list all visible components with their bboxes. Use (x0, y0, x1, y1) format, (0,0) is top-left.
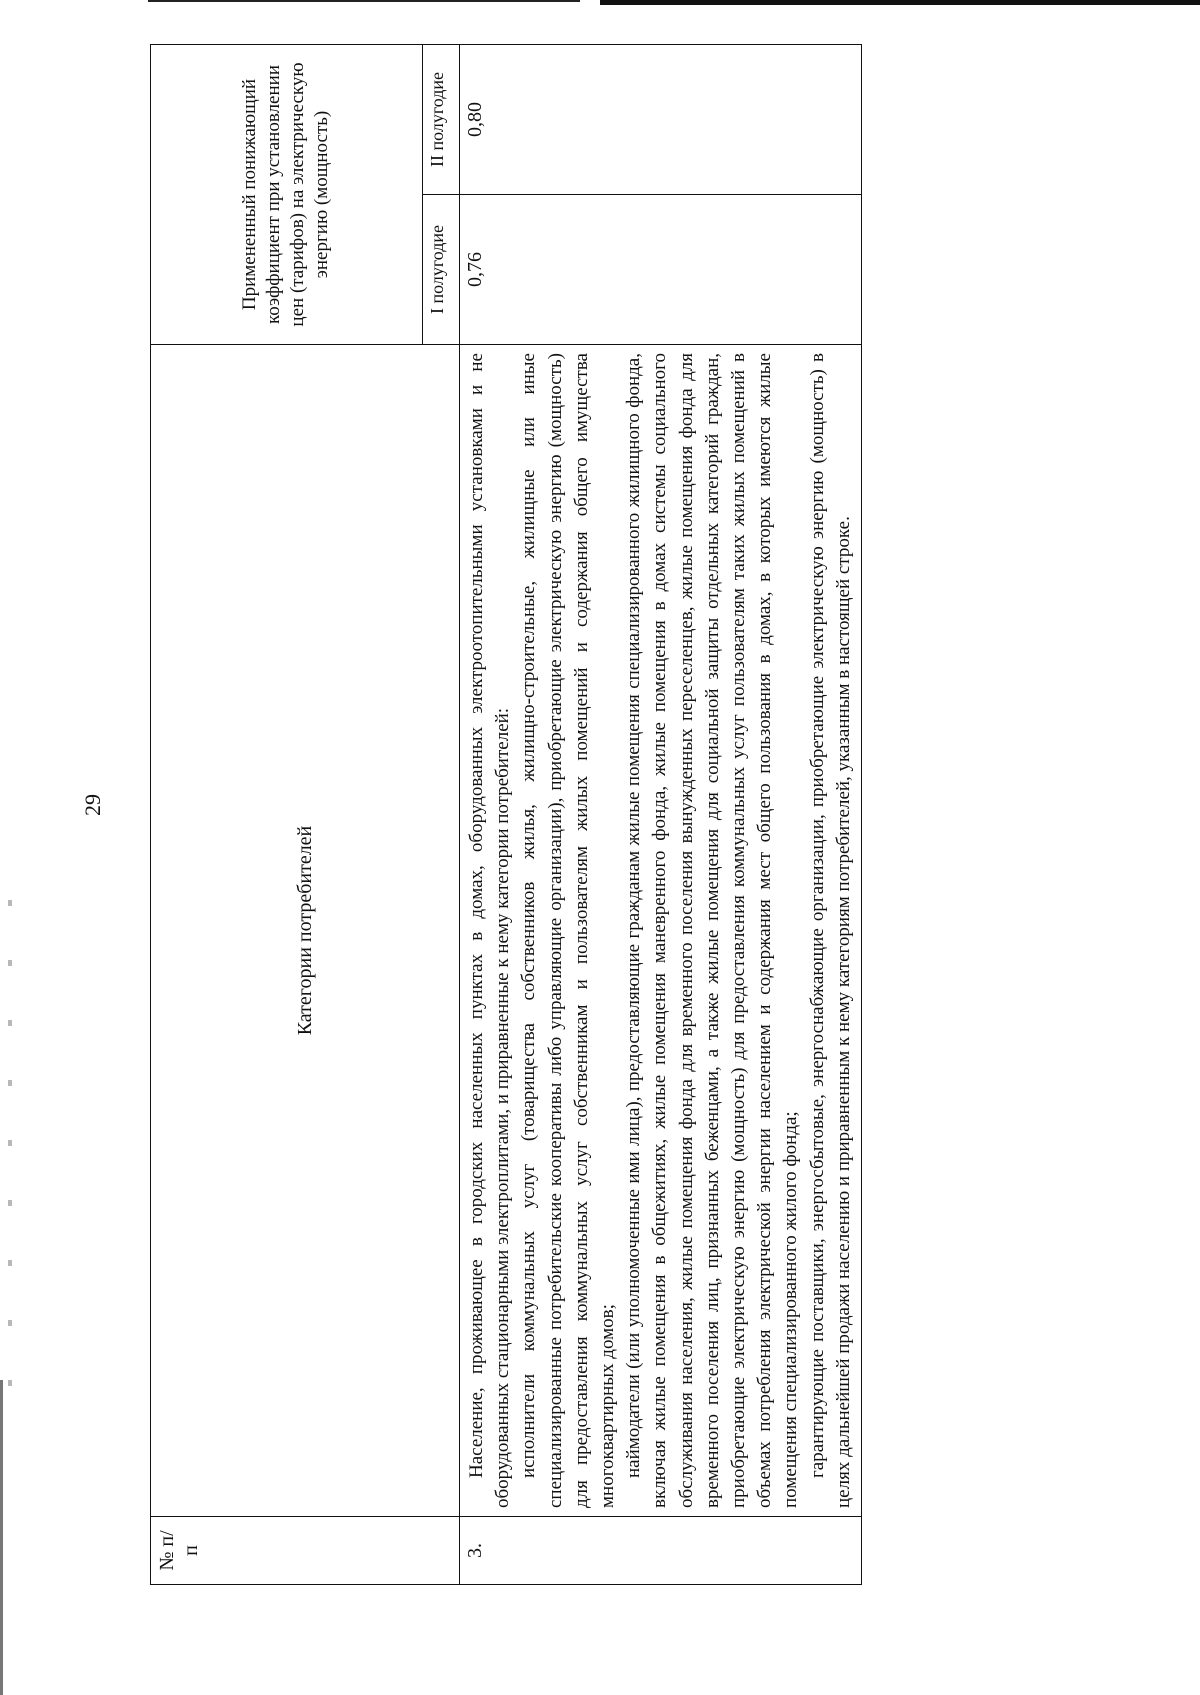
header-half-1: I полугодие (422, 195, 459, 345)
row-paragraph: исполнители коммунальных услуг (товарищества собственников жилья, жилищно-строительные, жилищные или иные специализированные потребительские кооперативы либо управляющие организации), приобретающие электрическую энергию (мощность) для предоставления коммунальных услуг собственникам и пользователям жилых помещений и содержания общего имущества многоквартирных домов; (518, 353, 619, 1508)
header-number: № п/п (151, 1517, 460, 1585)
header-coefficient: Примененный понижающий коэффициент при установлении цен (тарифов) на электрическую энергию (мощность) (151, 45, 423, 345)
consumer-categories-table (150, 44, 862, 1585)
row-category-text (460, 345, 862, 1517)
scan-marks (8, 900, 12, 1400)
row-value-half-2: 0,80 (460, 45, 862, 195)
table-header-row (151, 45, 423, 1585)
row-paragraph: наймодатели (или уполномоченные ими лица), предоставляющие гражданам жилые помещения специализированного жилищного фонда, включая жилые помещения в общежитиях, жилые помещения маневренного фонда, жилые помещения в домах системы социального обслуживания населения, жилые помещения фонда для временного поселения вынужденных переселенцев, жилые помещения фонда для временного поселения лиц, признанных беженцами, а также жилые помещения для социальной защиты отдельных категорий граждан, приобретающие электрическую энергию (мощность) для предоставления коммунальных услуг пользователям таких жилых помещений в объемах потребления электрической энергии населением и содержания мест общего пользования в домах, в которых имеются жилые помещения специализированного жилого фонда; (623, 353, 802, 1508)
row-value-half-1: 0,76 (460, 195, 862, 345)
rotated-page (60, 35, 1140, 1655)
page-number: 29 (80, 794, 105, 816)
row-number: 3. (460, 1517, 862, 1585)
scan-edge-top-left (148, 0, 580, 2)
header-categories: Категории потребителей (151, 345, 460, 1517)
table-row (460, 45, 862, 1585)
row-paragraph: Население, проживающее в городских населенных пунктах в домах, оборудованных электроотопительными установками и не оборудованных стационарными электроплитами, и приравненные к нему категории потребителей: (466, 353, 514, 1508)
scan-edge-left-bottom (0, 1380, 3, 1695)
header-half-2: II полугодие (422, 45, 459, 195)
scan-edge-top-right (600, 0, 1200, 5)
row-paragraph: гарантирующие поставщики, энергосбытовые, энергоснабжающие организации, приобретающие электрическую энергию (мощность) в целях дальнейшей продажи населению и приравненным к нему категориям потребителей, указанным в настоящей строке. (806, 353, 854, 1508)
